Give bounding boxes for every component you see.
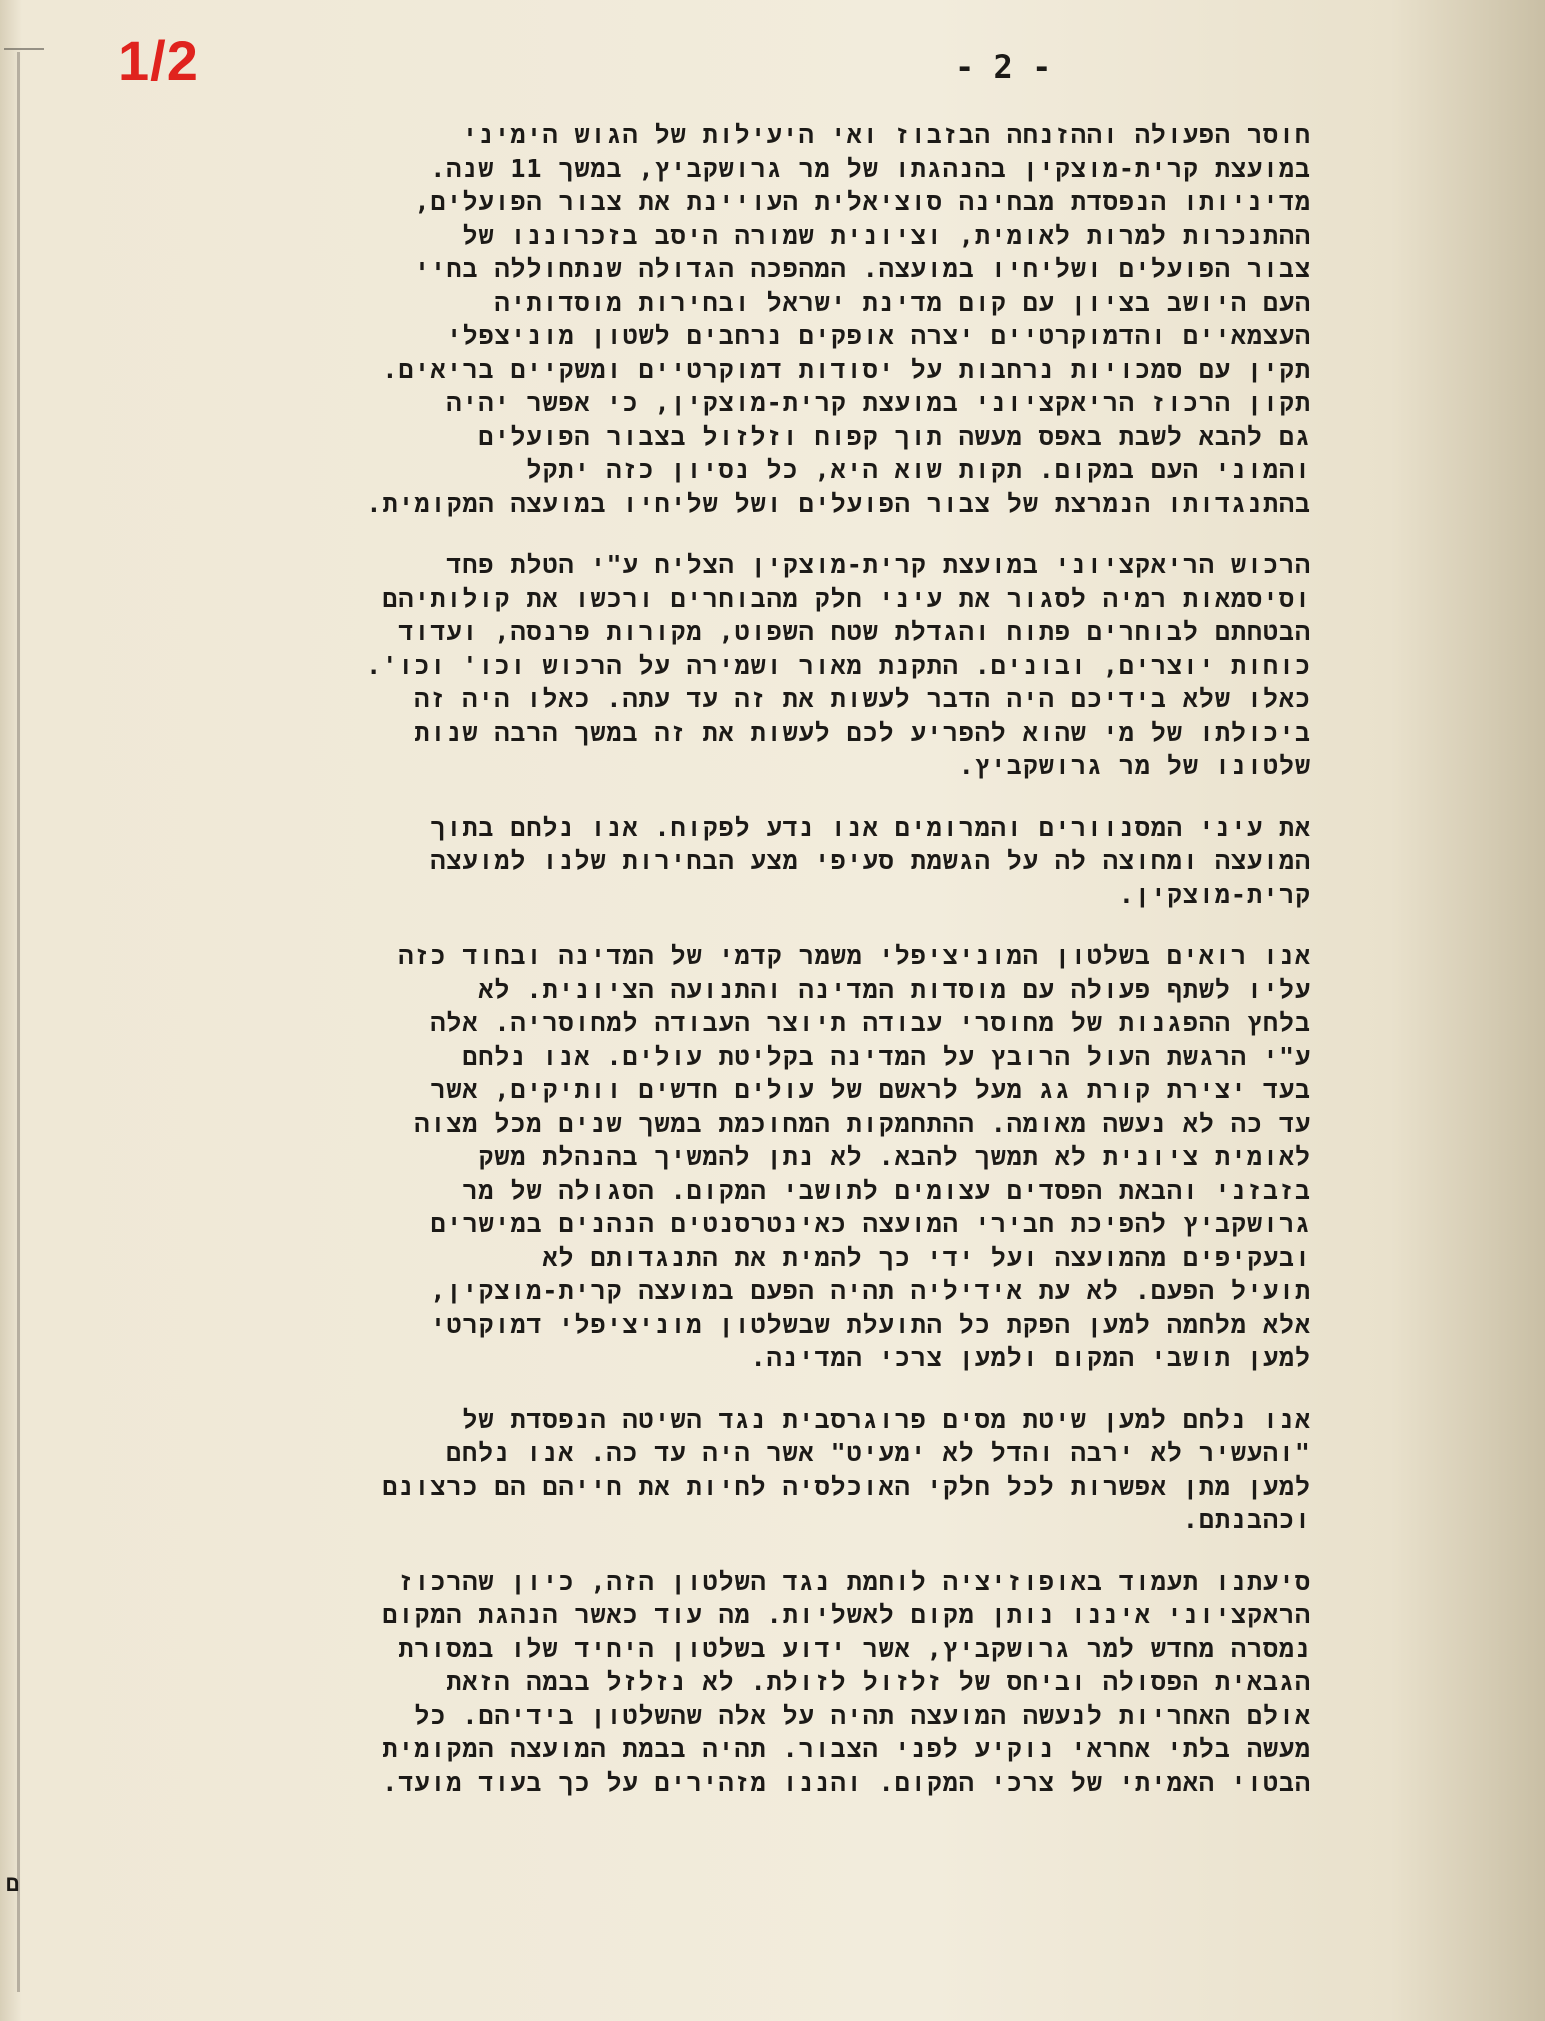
- text-line: לאומית ציונית לא תמשך להבא. לא נתן להמשיך בהנהלת משק: [478, 1142, 1311, 1171]
- page-number: - 2 -: [955, 48, 1052, 86]
- text-line: בעד יצירת קורת גג מעל לראשם של עולים חדשים וותיקים, אשר: [430, 1075, 1311, 1104]
- text-line: הבטוי האמיתי של צרכי המקום. והננו מזהירים על כך בעוד מועד.: [382, 1767, 1311, 1797]
- paragraph: [96, 939, 1311, 1375]
- text-line: עד כה לא נעשה מאומה. ההתחמקות המחוכמת במשך שנים מכל מצוה: [414, 1108, 1311, 1138]
- text-line: תועיל הפעם. לא עת אידיליה תהיה הפעם במועצה קרית-מוצקין,: [430, 1276, 1311, 1305]
- text-line: צבור הפועלים ושליחיו במועצה. המהפכה הגדולה שנתחוללה בחיי: [414, 254, 1311, 283]
- text-line: למען מתן אפשרות לכל חלקי האוכלסיה לחיות את חייהם הם כרצונם: [382, 1471, 1311, 1501]
- text-line: תקון הרכוז הריאקציוני במועצת קרית-מוצקין, כי אפשר יהיה: [446, 388, 1311, 417]
- text-line: בלחץ ההפגנות של מחוסרי עבודה תיוצר העבודה למחוסריה. אלה: [430, 1008, 1311, 1037]
- left-margin-rule: [17, 52, 20, 1992]
- text-line: הבטחתם לבוחרים פתוח והגדלת שטח השפוט, מקורות פרנסה, ועדוד: [398, 617, 1311, 646]
- paragraph: [96, 1403, 1311, 1537]
- left-margin-tick: [4, 48, 44, 50]
- text-line: חוסר הפעולה וההזנחה הבזבוז ואי היעילות של הגוש הימיני: [462, 120, 1311, 149]
- text-line: וכהבנתם.: [1182, 1505, 1311, 1534]
- page-marker: 1/2: [118, 29, 199, 92]
- text-line: וסיסמאות רמיה לסגור את עיני חלק מהבוחרים ורכשו את קולותיהם: [382, 583, 1311, 613]
- text-line: במועצת קרית-מוצקין בהנהגתו של מר גרושקביץ, במשך 11 שנה.: [430, 153, 1311, 183]
- text-line: כוחות יוצרים, ובונים. התקנת מאור ושמירה על הרכוש וכו' וכו'.: [366, 650, 1311, 680]
- edge-mark: ם: [6, 1872, 20, 1897]
- text-line: בהתנגדותו הנמרצת של צבור הפועלים ושל שליחיו במועצה המקומית.: [366, 488, 1311, 518]
- text-line: ביכולתו של מי שהוא להפריע לכם לעשות את זה במשך הרבה שנות: [414, 717, 1311, 747]
- text-line: מעשה בלתי אחראי נוקיע לפני הצבור. תהיה בבמת המועצה המקומית: [382, 1734, 1311, 1763]
- text-line: ובעקיפים מהמועצה ועל ידי כך להמית את התנגדותם לא: [542, 1242, 1311, 1272]
- text-line: בזבזני והבאת הפסדים עצומים לתושבי המקום. הסגולה של מר: [462, 1175, 1311, 1205]
- paragraph: [96, 811, 1311, 912]
- text-line: מדיניותו הנפסדת מבחינה סוציאלית העויינת את צבור הפועלים,: [414, 187, 1311, 216]
- text-line: הראקציוני איננו נותן מקום לאשליות. מה עוד כאשר הנהגת המקום: [382, 1600, 1311, 1629]
- text-line: ההתנכרות למרות לאומית, וציונית שמורה היסב בזכרוננו של: [462, 220, 1311, 250]
- text-line: העם היושב בציון עם קום מדינת ישראל ובחירות מוסדותיה: [494, 287, 1311, 317]
- text-line: כאלו שלא בידיכם היה הדבר לעשות את זה עד עתה. כאלו היה זה: [414, 684, 1311, 713]
- text-line: גם להבא לשבת באפס מעשה תוך קפוח וזלזול בצבור הפועלים: [478, 421, 1311, 451]
- text-line: המועצה ומחוצה לה על הגשמת סעיפי מצע הבחירות שלנו למועצה: [430, 846, 1311, 875]
- paragraph: [96, 1565, 1311, 1800]
- text-line: למען תושבי המקום ולמען צרכי המדינה.: [750, 1343, 1311, 1372]
- text-line: "והעשיר לא ירבה והדל לא ימעיט" אשר היה עד כה. אנו נלחם: [446, 1438, 1311, 1467]
- text-line: אנו נלחם למען שיטת מסים פרוגרסבית נגד השיטה הנפסדת של: [462, 1404, 1311, 1434]
- text-line: אולם האחריות לנעשה המועצה תהיה על אלה שהשלטון בידיהם. כל: [414, 1700, 1311, 1730]
- text-line: אנו רואים בשלטון המוניציפלי משמר קדמי של המדינה ובחוד כזה: [398, 941, 1311, 970]
- text-line: הרכוש הריאקציוני במועצת קרית-מוצקין הצליח ע"י הטלת פחד: [446, 550, 1311, 579]
- text-line: הגבאית הפסולה וביחס של זלזול לזולת. לא נזלזל בבמה הזאת: [446, 1667, 1311, 1696]
- text-line: סיעתנו תעמוד באופוזיציה לוחמת נגד השלטון הזה, כיון שהרכוז: [398, 1566, 1311, 1596]
- document-body: [96, 118, 1311, 1827]
- paragraph: [96, 118, 1311, 520]
- text-line: אלא מלחמה למען הפקת כל התועלת שבשלטון מוניציפלי דמוקרטי: [430, 1309, 1311, 1339]
- text-line: עליו לשתף פעולה עם מוסדות המדינה והתנועה הציונית. לא: [478, 974, 1311, 1004]
- text-line: העצמאיים והדמוקרטיים יצרה אופקים נרחבים לשטון מוניצפלי: [446, 321, 1311, 350]
- paragraph: [96, 548, 1311, 783]
- text-line: שלטונו של מר גרושקביץ.: [958, 751, 1311, 780]
- text-line: ע"י הרגשת העול הרובץ על המדינה בקליטת עולים. אנו נלחם: [462, 1041, 1311, 1071]
- text-line: קרית-מוצקין.: [1118, 879, 1311, 909]
- text-line: את עיני המסנוורים והמרומים אנו נדע לפקוח. אנו נלחם בתוך: [430, 812, 1311, 842]
- text-line: והמוני העם במקום. תקות שוא היא, כל נסיון כזה יתקל: [526, 455, 1311, 484]
- text-line: נמסרה מחדש למר גרושקביץ, אשר ידוע בשלטון היחיד שלו במסורת: [398, 1633, 1311, 1663]
- text-line: גרושקביץ להפיכת חבירי המועצה כאינטרסנטים הנהנים במישרים: [430, 1209, 1311, 1238]
- text-line: תקין עם סמכויות נרחבות על יסודות דמוקרטיים ומשקיים בריאים.: [382, 354, 1311, 384]
